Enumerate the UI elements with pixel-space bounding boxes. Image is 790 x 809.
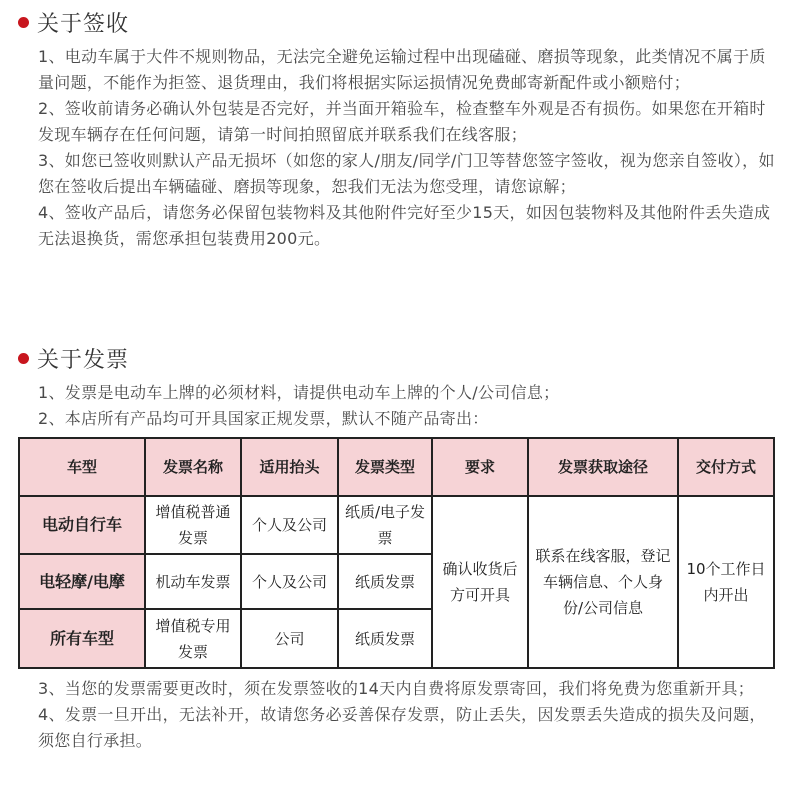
- table-row: [19, 496, 774, 554]
- col-header-name: 发票名称: [145, 438, 241, 496]
- row-invoice-type: 纸质发票: [338, 554, 432, 609]
- signing-item-1: 1、电动车属于大件不规则物品，无法完全避免运输过程中出现磕碰、磨损等现象，此类情况不属于质量问题，不能作为拒签、退货理由，我们将根据实际运损情况免费邮寄新配件或小额赔付；: [38, 47, 766, 92]
- invoice-item-3: 3、当您的发票需要更改时，须在发票签收的14天内自费将原发票寄回，我们将免费为您重新开具；: [38, 679, 755, 698]
- invoice-intro: [38, 380, 778, 432]
- row-model: 所有车型: [19, 609, 145, 668]
- section-invoice-header: [18, 343, 129, 373]
- col-header-type: 发票类型: [338, 438, 432, 496]
- col-header-requirement: 要求: [432, 438, 528, 496]
- row-invoice-name: 增值税专用发票: [145, 609, 241, 668]
- requirement-cell: 确认收货后方可开具: [432, 496, 528, 668]
- section-signing-header: [18, 7, 129, 37]
- table-header-row: [19, 438, 774, 496]
- row-invoice-header: 个人及公司: [241, 554, 338, 609]
- row-invoice-type: 纸质/电子发票: [338, 496, 432, 554]
- signing-paragraphs: [38, 44, 778, 252]
- row-model: 电动自行车: [19, 496, 145, 554]
- method-cell: 联系在线客服，登记车辆信息、个人身份/公司信息: [528, 496, 678, 668]
- col-header-model: 车型: [19, 438, 145, 496]
- col-header-delivery: 交付方式: [678, 438, 774, 496]
- row-invoice-type: 纸质发票: [338, 609, 432, 668]
- row-invoice-name: 机动车发票: [145, 554, 241, 609]
- invoice-notes: [38, 676, 778, 754]
- delivery-cell: 10个工作日内开出: [678, 496, 774, 668]
- section-invoice-title: 关于发票: [37, 347, 130, 373]
- invoice-item-2: 2、本店所有产品均可开具国家正规发票，默认不随产品寄出：: [38, 409, 489, 428]
- section-signing-title: 关于签收: [37, 11, 130, 37]
- row-model: 电轻摩/电摩: [19, 554, 145, 609]
- invoice-table: [18, 437, 775, 669]
- row-invoice-header: 个人及公司: [241, 496, 338, 554]
- col-header-method: 发票获取途径: [528, 438, 678, 496]
- invoice-item-4: 4、发票一旦开出，无法补开，故请您务必妥善保存发票，防止丢失，因发票丢失造成的损失及问题，须您自行承担。: [38, 705, 766, 750]
- row-invoice-name: 增值税普通发票: [145, 496, 241, 554]
- col-header-title: 适用抬头: [241, 438, 338, 496]
- signing-item-3: 3、如您已签收则默认产品无损坏（如您的家人/朋友/同学/门卫等替您签字签收，视为您亲自签收），如您在签收后提出车辆磕碰、磨损等现象，恕我们无法为您受理，请您谅解；: [38, 151, 775, 196]
- row-invoice-header: 公司: [241, 609, 338, 668]
- bullet-dot-icon: [18, 17, 29, 28]
- signing-item-2: 2、签收前请务必确认外包装是否完好，并当面开箱验车，检查整车外观是否有损伤。如果您在开箱时发现车辆存在任何问题，请第一时间拍照留底并联系我们在线客服；: [38, 99, 766, 144]
- signing-item-4: 4、签收产品后，请您务必保留包装物料及其他附件完好至少15天，如因包装物料及其他附件丢失造成无法退换货，需您承担包装费用200元。: [38, 203, 771, 248]
- bullet-dot-icon: [18, 353, 29, 364]
- invoice-item-1: 1、发票是电动车上牌的必须材料，请提供电动车上牌的个人/公司信息；: [38, 383, 560, 402]
